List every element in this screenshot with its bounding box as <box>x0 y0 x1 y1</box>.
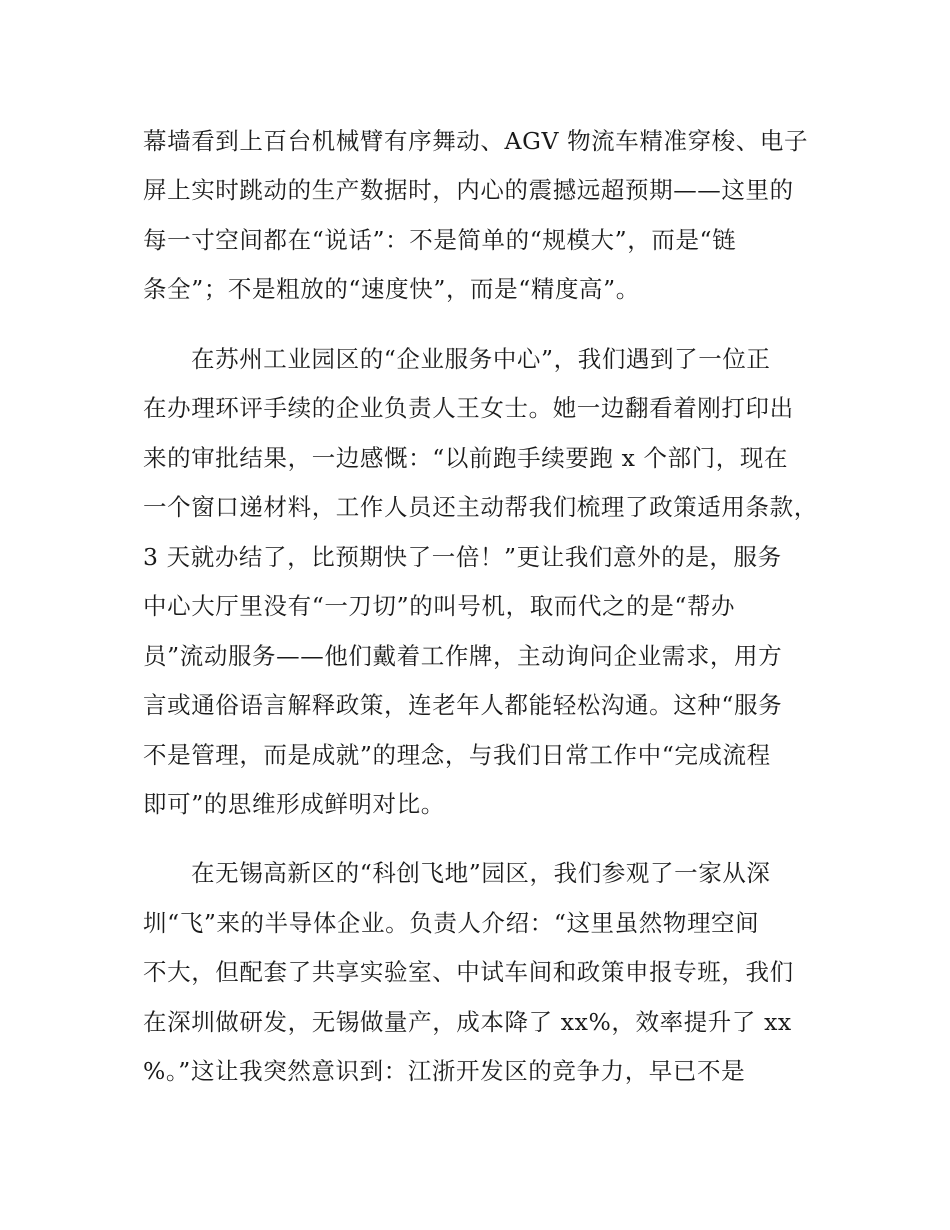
paragraph-2-line-6: 中心大厅里没有“一刀切”的叫号机，取而代之的是“帮办 <box>143 592 736 620</box>
paragraph-2-line-9: 不是管理，而是成就”的理念，与我们日常工作中“完成流程 <box>143 741 771 769</box>
paragraph-3-line-1: 在无锡高新区的“科创飞地”园区，我们参观了一家从深 <box>191 859 771 887</box>
paragraph-2-line-2: 在办理环评手续的企业负责人王女士。她一边翻看着刚打印出 <box>143 394 794 422</box>
paragraph-2-line-10: 即可”的思维形成鲜明对比。 <box>143 790 445 818</box>
paragraph-2-line-7: 员”流动服务——他们戴着工作牌，主动询问企业需求，用方 <box>143 642 783 670</box>
paragraph-2-line-1: 在苏州工业园区的“企业服务中心”，我们遇到了一位正 <box>191 345 771 373</box>
paragraph-2-line-3: 来的审批结果，一边感慨：“以前跑手续要跑 x 个部门，现在 <box>143 444 789 472</box>
paragraph-3-line-4: 在深圳做研发，无锡做量产，成本降了 xx%，效率提升了 xx <box>143 1008 792 1036</box>
paragraph-2-line-8: 言或通俗语言解释政策，连老年人都能轻松沟通。这种“服务 <box>143 691 783 719</box>
paragraph-1-line-1: 幕墙看到上百台机械臂有序舞动、AGV 物流车精准穿梭、电子 <box>143 127 809 155</box>
paragraph-1-line-2: 屏上实时跳动的生产数据时，内心的震撼远超预期——这里的 <box>143 176 794 204</box>
paragraph-3-line-5: %。”这让我突然意识到：江浙开发区的竞争力，早已不是 <box>143 1057 746 1085</box>
paragraph-3-line-2: 圳“飞”来的半导体企业。负责人介绍：“这里虽然物理空间 <box>143 909 760 937</box>
paragraph-2-line-5: 3 天就办结了，比预期快了一倍！”更让我们意外的是，服务 <box>143 543 782 571</box>
paragraph-1-line-4: 条全”；不是粗放的“速度快”，而是“精度高”。 <box>143 275 640 303</box>
paragraph-2-line-4: 一个窗口递材料，工作人员还主动帮我们梳理了政策适用条款， <box>143 493 818 521</box>
paragraph-1-line-3: 每一寸空间都在“说话”：不是简单的“规模大”，而是“链 <box>143 226 737 254</box>
paragraph-3-line-3: 不大，但配套了共享实验室、中试车间和政策申报专班，我们 <box>143 958 794 986</box>
